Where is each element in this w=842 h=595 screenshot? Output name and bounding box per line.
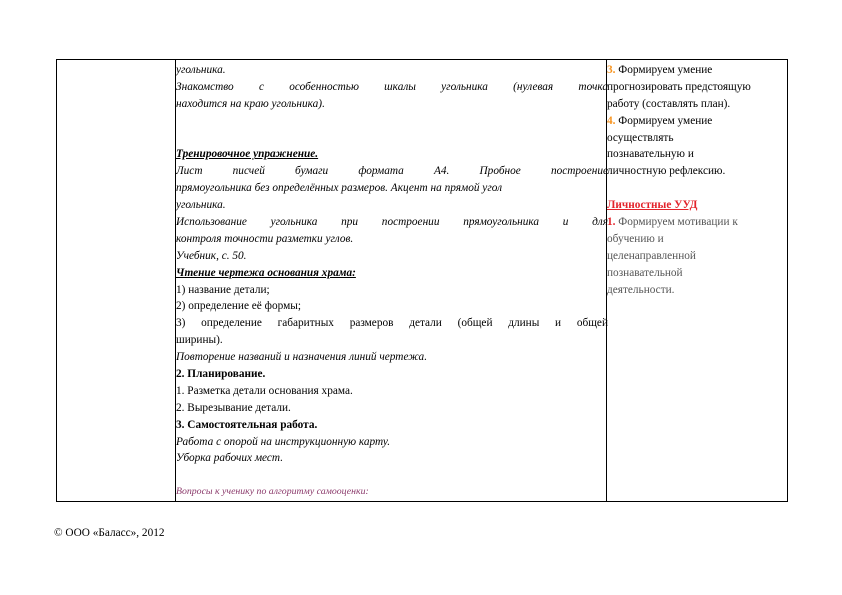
lesson-table [56, 59, 788, 502]
text-line: Формируем умение [615, 64, 713, 76]
text-line: Учебник, с. 50. [176, 249, 247, 262]
text-line: Лист писчей бумаги формата А4. Пробное построение [176, 165, 608, 178]
list-item: 3) определение габаритных размеров детали (общей длины и общей [176, 317, 608, 330]
text-line: Уборка рабочих мест. [176, 452, 284, 465]
self-assessment-prompt: Вопросы к ученику по алгоритму самооценки: [176, 486, 369, 498]
section-heading: Тренировочное упражнение. [176, 148, 319, 161]
section-heading: Чтение чертежа основания храма: [176, 266, 356, 279]
text-line: личностную рефлексию. [607, 165, 726, 178]
copyright-footer: © ООО «Баласс», 2012 [54, 527, 165, 539]
item-number: 3. [607, 64, 616, 76]
text-line: осуществлять [607, 131, 674, 144]
text-line: целенаправленной [607, 249, 696, 262]
text-line: прогнозировать предстоящую [607, 80, 751, 93]
text-line: деятельности. [607, 283, 675, 296]
text-line: Формируем мотивации к [615, 216, 738, 229]
list-item: 1. Разметка детали основания храма. [176, 384, 353, 397]
lesson-content-cell [176, 62, 608, 501]
text-line: находится на краю угольника). [176, 97, 325, 110]
uud-cell [607, 62, 787, 298]
text-line: обучению и [607, 232, 664, 245]
item-number: 4. [607, 114, 616, 127]
list-item: ширины). [176, 334, 223, 347]
text-line: контроля точности разметки углов. [176, 232, 354, 245]
text-line: работу (составлять план). [607, 97, 731, 110]
item-number: 1. [607, 216, 616, 229]
text-line: Использование угольника при построении прямоугольника и для [176, 216, 608, 229]
text-line: Знакомство с особенностью шкалы угольника (нулевая точка [176, 80, 608, 93]
section-heading: 2. Планирование. [176, 368, 266, 381]
text-line: угольника. [176, 64, 226, 76]
personal-uud-heading: Личностные УУД [607, 199, 698, 212]
text-line: Работа с опорой на инструкционную карту. [176, 435, 391, 448]
text-line: прямоугольника без определённых размеров. Акцент на прямой угол [176, 182, 503, 195]
list-item: 2. Вырезывание детали. [176, 401, 291, 414]
list-item: 2) определение её формы; [176, 300, 301, 313]
text-line: угольника. [176, 199, 226, 212]
list-item: 1) название детали; [176, 283, 270, 296]
text-line: Повторение названий и назначения линий чертежа. [176, 351, 428, 364]
text-line: познавательную и [607, 148, 694, 161]
text-line: Формируем умение [615, 114, 713, 127]
text-line: познавательной [607, 266, 683, 279]
section-heading: 3. Самостоятельная работа. [176, 418, 318, 431]
